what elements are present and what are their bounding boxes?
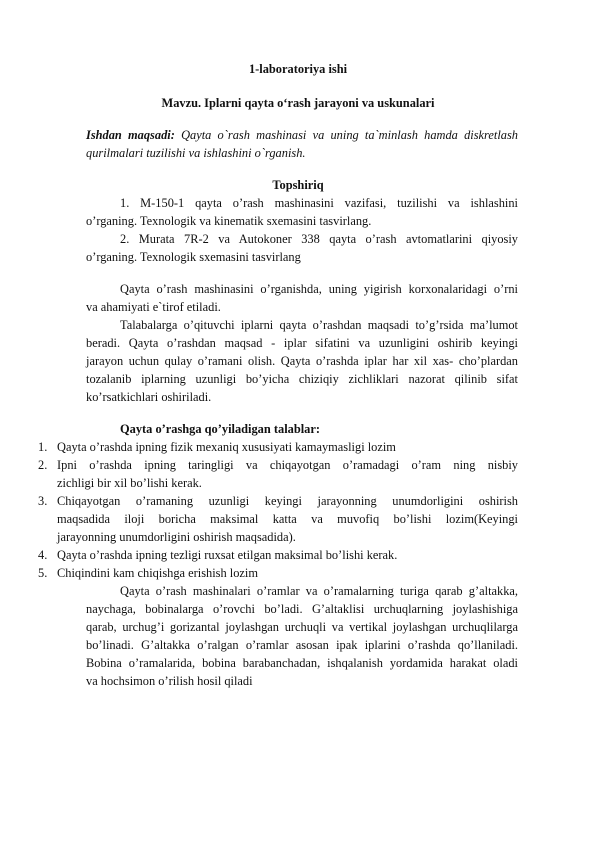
aim-line-1	[86, 126, 518, 144]
paragraph-1-line-1: Qayta o’rash mashinasini o’rganishda, uning yigirish korxonalaridagi o’rni	[120, 282, 518, 296]
paragraph-2-line-5: ko’rsatkichlari oshiriladi.	[86, 390, 212, 404]
paragraph-1-line-2: va ahamiyati e`tirof etiladi.	[86, 300, 221, 314]
requirement-3-line-1: Chiqayotgan o’ramaning uzunligi keyingi jarayonning unumdorligini oshirish	[57, 494, 518, 508]
requirement-4-number: 4.	[38, 548, 48, 562]
paragraph-3-line-3: qarab, urchug’i gorizantal joylashgan urchuqli va vertikal joylashgan urchuqlilarga	[86, 620, 518, 634]
paragraph-3-line-6: va hochsimon o’rilish hosil qiladi	[86, 674, 253, 688]
paragraph-2-line-1: Talabalarga o’qituvchi iplarni qayta o’rashdan maqsadi to’g’rsida ma’lumot	[120, 318, 518, 332]
topic-heading: Mavzu. Iplarni qayta o‘rash jarayoni va uskunalari	[161, 96, 435, 110]
task-1-line-2: o’rganing. Texnologik va kinematik sxemasini tasvirlang.	[86, 214, 372, 228]
task-heading: Topshiriq	[272, 178, 324, 192]
requirement-2-line-2: zichligi bir xil bo’lishi kerak.	[57, 476, 202, 490]
requirement-3-number: 3.	[38, 494, 48, 508]
requirement-1-number: 1.	[38, 440, 48, 454]
requirement-2-number: 2.	[38, 458, 48, 472]
requirement-4-line-1: Qayta o’rashda ipning tezligi ruxsat etilgan maksimal bo’lishi kerak.	[57, 548, 398, 562]
paragraph-3-line-1: Qayta o’rash mashinalari o’ramlar va o’ramalarning turiga qarab g’altakka,	[120, 584, 518, 598]
task-2-line-1: 2. Murata 7R-2 va Autokoner 338 qayta o’rash avtomatlarini qiyosiy	[120, 232, 518, 246]
paragraph-2-line-4: tozalanib iplarning uzunligi bo’yicha chiziqiy zichliklari nazorat qilinib sifat	[86, 372, 518, 386]
paragraph-2-line-3: jarayon uchun qulay o’ramani olish. Qayta o’rashda iplar har xil xas- cho’plardan	[86, 354, 518, 368]
requirement-5-line-1: Chiqindini kam chiqishga erishish lozim	[57, 566, 258, 580]
requirement-5-number: 5.	[38, 566, 48, 580]
aim-line-2: qurilmalari tuzilishi va ishlashini o`rganish.	[86, 146, 306, 160]
requirements-heading: Qayta o’rashga qo’yiladigan talablar:	[120, 422, 320, 436]
paragraph-3-line-5: Bobina o’ramalarida, bobina barabanchadan, ishqalanish yordamida harakat oladi	[86, 656, 518, 670]
task-1-line-1: 1. M-150-1 qayta o’rash mashinasini vazifasi, tuzilishi va ishlashini	[120, 196, 518, 210]
aim-label: Ishdan maqsadi:	[86, 128, 175, 142]
paragraph-3-line-2: naychaga, bobinalarga o’rovchi bo’ladi. G’altaklisi urchuqlarning joylashishiga	[86, 602, 518, 616]
requirement-1-line-1: Qayta o’rashda ipning fizik mexaniq xususiyati kamaymasligi lozim	[57, 440, 396, 454]
paragraph-2-line-2: beradi. Qayta o’rashdan maqsad - iplar sifatini va uzunligini oshirib keyingi	[86, 336, 518, 350]
requirement-3-line-2: maqsadida iloji boricha maksimal katta va muvofiq bo’lishi lozim(Keyingi	[57, 512, 518, 526]
lab-title: 1-laboratoriya ishi	[248, 62, 348, 76]
task-2-line-2: o’rganing. Texnologik sxemasini tasvirlang	[86, 250, 301, 264]
requirement-3-line-3: jarayonning unumdorligini oshirish maqsadida).	[57, 530, 296, 544]
paragraph-3-line-4: bo’linadi. G’altakka o’ralgan o’ramlar asosan ipak iplarini o’rashda qo’llaniladi.	[86, 638, 518, 652]
requirement-2-line-1: Ipni o’rashda ipning taringligi va chiqayotgan o’ramadagi o’ram ning nisbiy	[57, 458, 518, 472]
aim-text: Qayta o`rash mashinasi va uning ta`minlash hamda diskretlash	[181, 128, 518, 142]
